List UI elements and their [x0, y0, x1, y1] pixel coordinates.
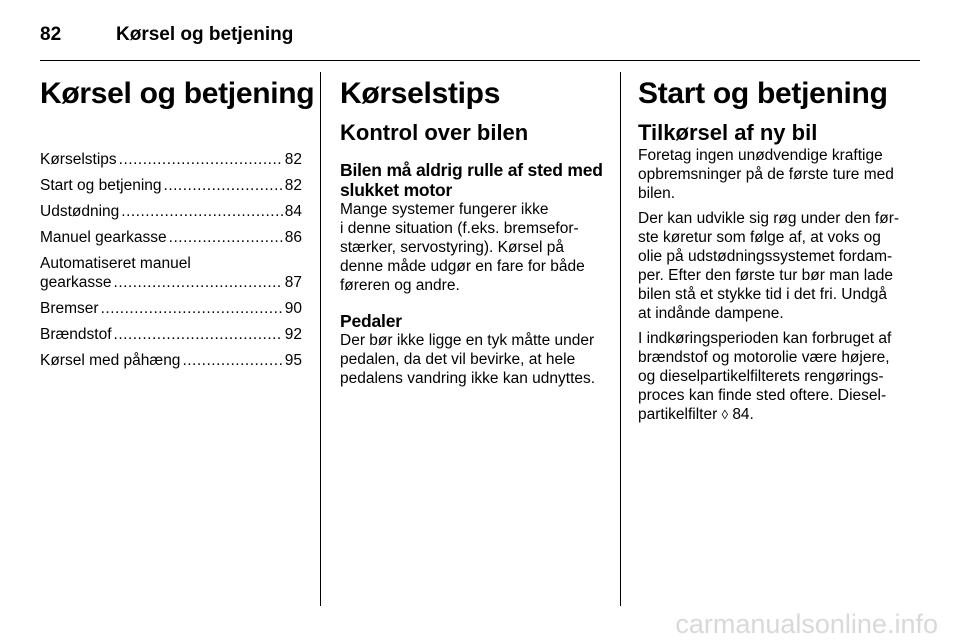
toc-label: Kørsel med påhæng: [40, 352, 181, 369]
topic-heading: Bilen må aldrig rulle af sted med slukket motor: [340, 160, 603, 200]
chapter-heading: Kørsel og betjening: [40, 77, 315, 110]
subsection-heading: Tilkørsel af ny bil: [638, 120, 818, 145]
column-divider-1: [320, 72, 321, 606]
start-operation-column: [638, 72, 902, 424]
toc-item[interactable]: [40, 150, 302, 169]
topic-heading: Pedaler: [340, 311, 402, 331]
section-heading: Kørselstips: [340, 77, 501, 110]
toc-page: 90: [284, 300, 302, 317]
chapter-title: Kørsel og betjening: [116, 24, 294, 45]
toc-leader: [164, 176, 283, 195]
body-text: Foretag ingen unødvendige kraftige opbremsninger på de første ture med bilen.: [638, 147, 894, 202]
toc-label: Brændstof: [40, 326, 112, 343]
toc-page: 86: [284, 229, 302, 246]
toc-page: 84: [284, 203, 302, 220]
toc-page: 92: [284, 326, 302, 343]
toc-label-line1: Automatiseret manuel: [40, 255, 191, 272]
toc-item[interactable]: [40, 351, 302, 370]
toc-item[interactable]: [40, 176, 302, 195]
toc-page: 82: [284, 151, 302, 168]
page-header: [40, 12, 920, 58]
toc-label: Start og betjening: [40, 177, 162, 194]
table-of-contents: [40, 150, 302, 370]
toc-leader: [169, 228, 283, 247]
watermark: carmanualsonline.info: [675, 609, 938, 639]
driving-tips-column: [340, 72, 604, 388]
toc-page: 87: [284, 274, 302, 291]
toc-label: Udstødning: [40, 203, 120, 220]
toc-page: 95: [284, 352, 302, 369]
toc-page: 82: [284, 177, 302, 194]
toc-item[interactable]: [40, 228, 302, 247]
toc-leader: [121, 202, 282, 221]
toc-leader: [101, 299, 283, 318]
subsection-heading: Kontrol over bilen: [340, 120, 529, 145]
toc-leader: [119, 150, 283, 169]
toc-leader: [114, 273, 283, 292]
toc-leader: [182, 351, 282, 370]
toc-leader: [114, 325, 283, 344]
body-text: I indkøringsperioden kan forbruget af brændstof og motorolie være højere, og dieselpartikelfilterets rengørings- proces kan finde sted oftere. Diesel- partikelfilter ◊ 84.: [638, 330, 892, 423]
toc-item[interactable]: [40, 254, 302, 292]
header-divider: [40, 60, 920, 61]
toc-label: gearkasse: [40, 274, 112, 291]
cross-reference-icon: ◊: [721, 407, 728, 422]
toc-label: Bremser: [40, 300, 99, 317]
toc-column: [40, 72, 315, 377]
toc-item[interactable]: [40, 325, 302, 344]
body-text: Der kan udvikle sig røg under den før- ste køretur som følge af, at voks og olie på udstødningssystemet fordam- per. Efter den første tur bør man lade bilen stå et stykke tid i det fri. Undgå at indånde dampene.: [638, 210, 900, 322]
body-text: Mange systemer fungerer ikke i denne situation (f.eks. bremsefor- stærker, servostyring). Kørsel på denne måde udgør en fare for både føreren og andre.: [340, 201, 585, 294]
column-divider-2: [620, 72, 621, 606]
body-text: Der bør ikke ligge en tyk måtte under pedalen, da det vil bevirke, at hele pedalens vandring ikke kan udnyttes.: [340, 332, 596, 387]
toc-label: Manuel gearkasse: [40, 229, 167, 246]
toc-label: Kørselstips: [40, 151, 117, 168]
section-heading: Start og betjening: [638, 77, 888, 110]
toc-item[interactable]: [40, 299, 302, 318]
cross-reference-link[interactable]: 84.: [732, 406, 754, 423]
page-number: 82: [40, 24, 62, 45]
toc-item[interactable]: [40, 202, 302, 221]
